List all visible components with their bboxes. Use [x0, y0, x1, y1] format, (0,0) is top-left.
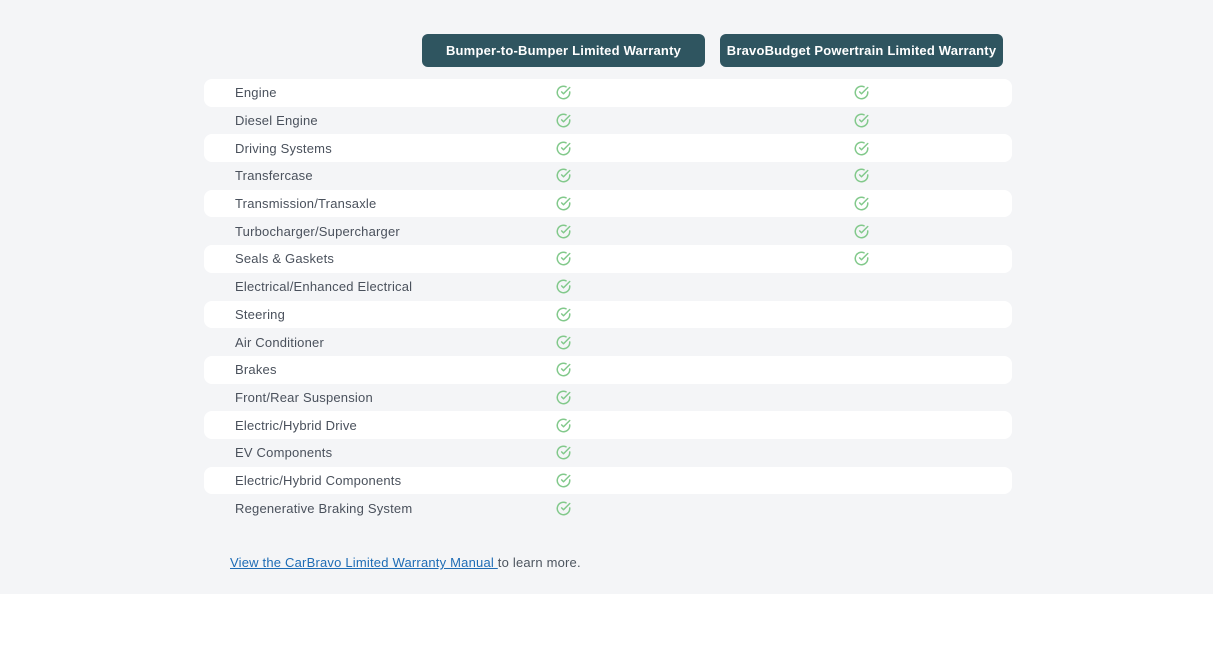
- footer-suffix-text: to learn more.: [497, 555, 581, 570]
- check-circle-icon: [556, 85, 571, 100]
- check-cell: [422, 445, 705, 460]
- table-row: [204, 384, 1012, 412]
- warranty-comparison-content: [204, 34, 1012, 570]
- check-cell: [422, 141, 705, 156]
- check-cell: [422, 473, 705, 488]
- header-spacer: [204, 34, 422, 67]
- column-header-powertrain: BravoBudget Powertrain Limited Warranty: [720, 34, 1003, 67]
- check-cell: [422, 335, 705, 350]
- check-cell: [422, 224, 705, 239]
- check-cell: [422, 113, 705, 128]
- table-row: [204, 217, 1012, 245]
- check-cell: [720, 113, 1003, 128]
- table-row: [204, 245, 1012, 273]
- check-circle-icon: [854, 85, 869, 100]
- check-circle-icon: [556, 362, 571, 377]
- check-cell: [422, 251, 705, 266]
- row-label: Electrical/Enhanced Electrical: [235, 279, 413, 295]
- table-row: [204, 356, 1012, 384]
- check-cell: [422, 418, 705, 433]
- check-circle-icon: [556, 418, 571, 433]
- check-circle-icon: [854, 196, 869, 211]
- row-label: Transfercase: [235, 168, 313, 184]
- check-circle-icon: [556, 113, 571, 128]
- warranty-table: [204, 79, 1012, 522]
- check-circle-icon: [556, 390, 571, 405]
- row-label: Transmission/Transaxle: [235, 196, 377, 212]
- check-circle-icon: [556, 251, 571, 266]
- check-circle-icon: [556, 307, 571, 322]
- check-cell: [720, 168, 1003, 183]
- check-circle-icon: [556, 445, 571, 460]
- row-label: Engine: [235, 85, 277, 101]
- table-row: [204, 467, 1012, 495]
- check-cell: [720, 85, 1003, 100]
- check-circle-icon: [854, 168, 869, 183]
- column-headers: [204, 34, 1012, 67]
- check-cell: [422, 501, 705, 516]
- row-label: Regenerative Braking System: [235, 500, 413, 516]
- row-label: Steering: [235, 306, 286, 322]
- check-cell: [720, 224, 1003, 239]
- table-row: [204, 134, 1012, 162]
- row-label: Driving Systems: [235, 140, 332, 156]
- check-circle-icon: [556, 335, 571, 350]
- check-cell: [720, 251, 1003, 266]
- check-circle-icon: [854, 251, 869, 266]
- check-circle-icon: [556, 196, 571, 211]
- check-circle-icon: [556, 501, 571, 516]
- table-row: [204, 273, 1012, 301]
- check-circle-icon: [854, 224, 869, 239]
- row-label: Diesel Engine: [235, 113, 318, 129]
- check-circle-icon: [556, 168, 571, 183]
- table-row: [204, 494, 1012, 522]
- warranty-manual-link[interactable]: View the CarBravo Limited Warranty Manual: [230, 555, 498, 570]
- row-label: Brakes: [235, 362, 277, 378]
- column-header-bumper-to-bumper: Bumper-to-Bumper Limited Warranty: [422, 34, 705, 67]
- table-row: [204, 301, 1012, 329]
- table-row: [204, 107, 1012, 135]
- footer-note: [204, 555, 1012, 570]
- table-row: [204, 79, 1012, 107]
- row-label: Electric/Hybrid Drive: [235, 417, 357, 433]
- table-row: [204, 411, 1012, 439]
- check-circle-icon: [556, 141, 571, 156]
- row-label: Electric/Hybrid Components: [235, 472, 402, 488]
- row-label: Seals & Gaskets: [235, 251, 335, 267]
- row-label: Air Conditioner: [235, 334, 324, 350]
- check-circle-icon: [556, 224, 571, 239]
- check-cell: [422, 307, 705, 322]
- check-cell: [422, 279, 705, 294]
- check-cell: [720, 196, 1003, 211]
- check-cell: [422, 362, 705, 377]
- row-label: Front/Rear Suspension: [235, 389, 373, 405]
- check-circle-icon: [556, 473, 571, 488]
- check-circle-icon: [854, 113, 869, 128]
- table-row: [204, 328, 1012, 356]
- row-label: Turbocharger/Supercharger: [235, 223, 400, 239]
- check-cell: [720, 141, 1003, 156]
- check-cell: [422, 390, 705, 405]
- check-circle-icon: [854, 141, 869, 156]
- bottom-strip: [0, 594, 1213, 648]
- row-label: EV Components: [235, 445, 333, 461]
- check-cell: [422, 85, 705, 100]
- check-cell: [422, 168, 705, 183]
- table-row: [204, 190, 1012, 218]
- table-row: [204, 162, 1012, 190]
- check-cell: [422, 196, 705, 211]
- table-row: [204, 439, 1012, 467]
- check-circle-icon: [556, 279, 571, 294]
